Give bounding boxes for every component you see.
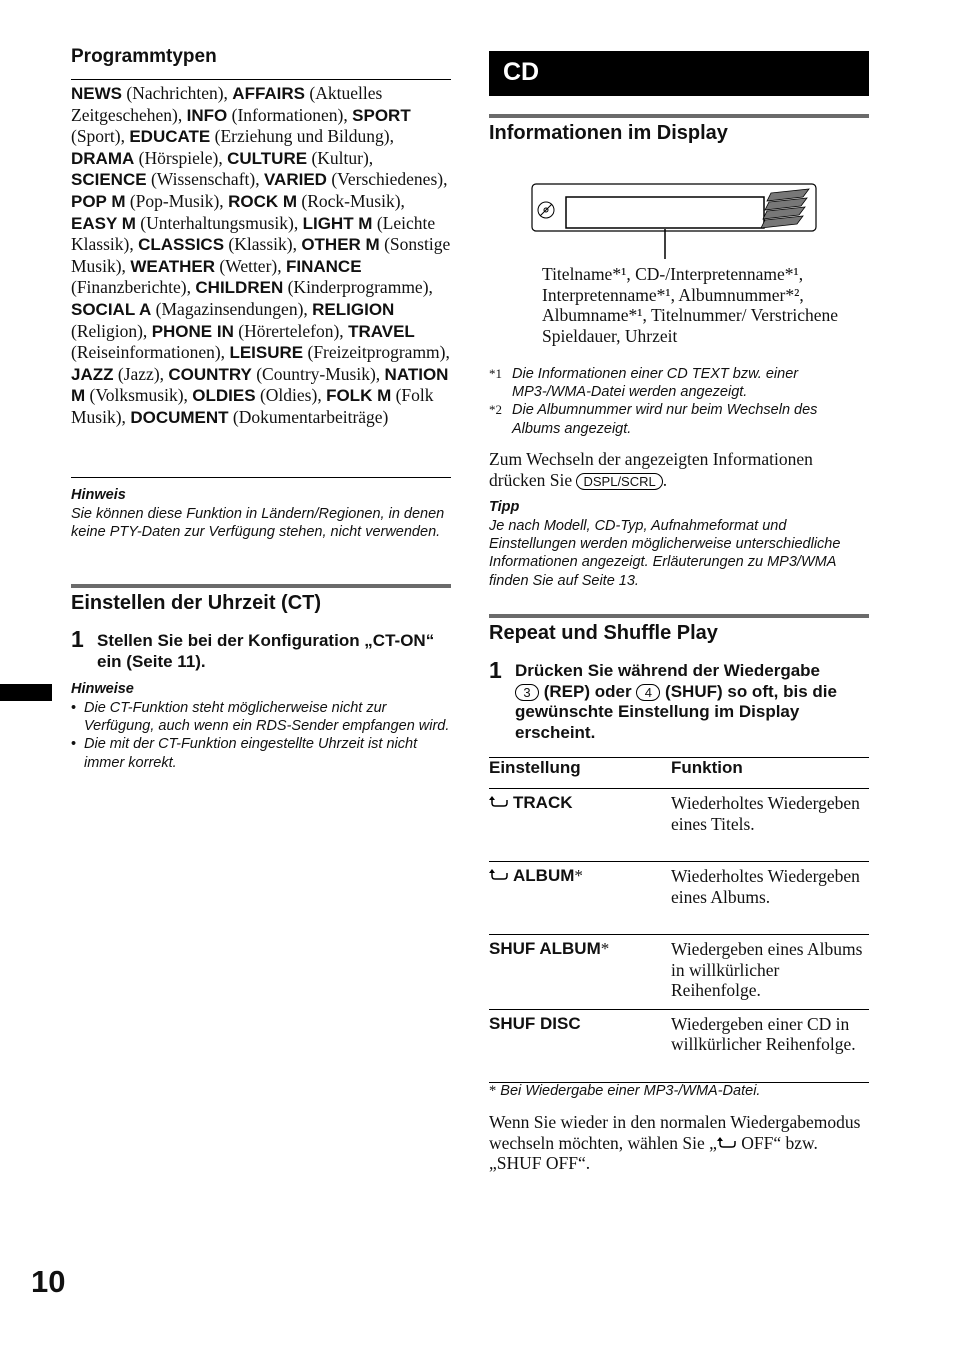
pty-desc: (Finanzberichte), bbox=[71, 277, 192, 298]
pty-code: PHONE IN bbox=[151, 321, 234, 341]
pty-code: SPORT bbox=[352, 105, 411, 125]
step-text-a: Drücken Sie während der Wiedergabe bbox=[515, 661, 820, 680]
pty-item bbox=[71, 213, 298, 233]
hinweise-list bbox=[71, 699, 451, 772]
function-cell: Wiedergeben eines Albums in willkürlicher Reihenfolge. bbox=[671, 935, 869, 1010]
table-row bbox=[489, 1009, 869, 1082]
header-setting: Einstellung bbox=[489, 758, 671, 789]
pty-code: SOCIAL A bbox=[71, 299, 152, 319]
footnote-text: Die Informationen einer CD TEXT bzw. einer MP3-/WMA-Datei werden angezeigt. bbox=[512, 366, 799, 401]
settings-table bbox=[489, 757, 869, 1083]
pty-item bbox=[71, 83, 228, 103]
pty-code: VARIED bbox=[263, 170, 327, 190]
setting-name: SHUF ALBUM bbox=[489, 939, 601, 958]
pty-code: LEISURE bbox=[229, 343, 304, 363]
pty-code: DOCUMENT bbox=[130, 407, 229, 427]
switch-text-end: . bbox=[662, 469, 668, 490]
hinweis-text: Sie können diese Funktion in Ländern/Regionen, in denen keine PTY-Daten zur Verfügung stehen, nicht verwenden. bbox=[71, 506, 445, 541]
repeat-icon bbox=[489, 868, 509, 882]
setting-cell bbox=[489, 1009, 671, 1082]
pty-code: POP M bbox=[71, 191, 126, 211]
programmtypen-heading: Programmtypen bbox=[71, 46, 217, 67]
pty-desc: (Magazinsendungen), bbox=[155, 298, 308, 319]
hinweise-item-2: Die mit der CT-Funktion eingestellte Uhrzeit ist nicht immer korrekt. bbox=[84, 736, 418, 771]
footnotes bbox=[489, 365, 869, 438]
pty-desc: (Jazz), bbox=[117, 363, 165, 384]
cd-banner bbox=[489, 51, 869, 96]
section-tab-marker bbox=[0, 684, 52, 701]
setting-cell bbox=[489, 935, 671, 1010]
pty-item bbox=[71, 191, 224, 211]
setting-star: * bbox=[600, 939, 610, 958]
pty-desc: (Freizeitprogramm), bbox=[307, 342, 450, 363]
setting-name: SHUF DISC bbox=[489, 1013, 581, 1033]
table-row bbox=[489, 862, 869, 935]
table-header bbox=[489, 758, 869, 789]
pty-desc: (Wetter), bbox=[219, 255, 282, 276]
footnote-text: Bei Wiedergabe einer MP3-/WMA-Datei. bbox=[500, 1083, 761, 1099]
pty-code: INFO bbox=[186, 105, 228, 125]
pty-desc: (Folk Musik), bbox=[71, 385, 434, 427]
pty-item bbox=[192, 385, 321, 405]
pty-code: CHILDREN bbox=[195, 278, 284, 298]
footnote-mark: * bbox=[489, 1083, 497, 1099]
pty-item bbox=[71, 299, 308, 319]
pty-item bbox=[71, 364, 164, 384]
header-function: Funktion bbox=[671, 758, 869, 789]
pty-code: EDUCATE bbox=[129, 127, 211, 147]
pty-code: OLDIES bbox=[192, 386, 256, 406]
setting-name: ALBUM bbox=[513, 866, 575, 885]
pty-code: FOLK M bbox=[326, 386, 392, 406]
pty-desc: (Verschiedenes), bbox=[331, 169, 448, 190]
table-row bbox=[489, 935, 869, 1010]
pty-desc: (Hörertelefon), bbox=[238, 320, 344, 341]
list-item: • Die CT-Funktion steht möglicherweise nicht zur Verfügung, auch wenn ein RDS-Sender empfangen wird. bbox=[71, 700, 450, 735]
setting-star: * bbox=[574, 866, 583, 885]
section-rule bbox=[489, 614, 869, 618]
pty-desc: (Kultur), bbox=[311, 147, 374, 168]
info-heading: Informationen im Display bbox=[489, 122, 728, 144]
pty-code: RELIGION bbox=[312, 299, 395, 319]
pty-desc: (Rock-Musik), bbox=[301, 190, 405, 211]
hinweise-heading: Hinweise bbox=[71, 681, 134, 697]
cd-banner-title: CD bbox=[503, 58, 540, 86]
pty-desc: (Kinderprogramme), bbox=[287, 277, 433, 298]
pty-code: NATION M bbox=[71, 364, 449, 406]
step-number: 1 bbox=[71, 626, 84, 652]
pty-code: TRAVEL bbox=[348, 321, 415, 341]
footnote-mark: *2 bbox=[489, 402, 502, 418]
setting-cell bbox=[489, 789, 671, 862]
list-item: • Die mit der CT-Funktion eingestellte Uhrzeit ist nicht immer korrekt. bbox=[71, 736, 418, 771]
dspl-scrl-key: DSPL/SCRL bbox=[576, 473, 662, 490]
pty-item bbox=[168, 364, 380, 384]
footnote-2 bbox=[489, 401, 869, 437]
section-rule bbox=[71, 584, 451, 588]
footnote-1 bbox=[489, 365, 869, 401]
tipp-text: Je nach Modell, CD-Typ, Aufnahmeformat und Einstellungen werden möglicherweise unterschiedliche Informationen angezeigt. Erläuterungen zu MP3/WMA finden Sie auf Seite 13. bbox=[489, 518, 841, 589]
step-number: 1 bbox=[489, 657, 502, 683]
pty-desc: (Unterhaltungsmusik), bbox=[140, 212, 299, 233]
step-text-c: (SHUF) so oft, bis die gewünschte Einstellung im Display erscheint. bbox=[515, 681, 837, 742]
pty-desc: (Nachrichten), bbox=[126, 83, 228, 103]
pty-code: ROCK M bbox=[228, 191, 298, 211]
repeat-step-text bbox=[515, 661, 869, 743]
pty-item bbox=[71, 169, 260, 189]
tipp-heading: Tipp bbox=[489, 499, 520, 515]
pty-desc: (Wissenschaft), bbox=[150, 169, 260, 190]
repeat-icon bbox=[717, 1136, 737, 1150]
pty-desc: (Pop-Musik), bbox=[129, 190, 224, 211]
repeat-heading: Repeat und Shuffle Play bbox=[489, 622, 718, 644]
table-row bbox=[489, 789, 869, 862]
hinweis-heading: Hinweis bbox=[71, 487, 126, 503]
switch-info-text bbox=[489, 449, 869, 490]
function-cell: Wiederholtes Wiedergeben eines Albums. bbox=[671, 862, 869, 935]
pty-code: CULTURE bbox=[227, 148, 308, 168]
section-rule bbox=[489, 114, 869, 118]
function-cell: Wiederholtes Wiedergeben eines Titels. bbox=[671, 789, 869, 862]
pty-desc: (Volksmusik), bbox=[89, 385, 188, 406]
pty-code: WEATHER bbox=[130, 256, 215, 276]
final-text-a: Wenn Sie wieder in den normalen Wiedergabemodus wechseln möchten, wählen Sie „ bbox=[489, 1112, 861, 1153]
pty-desc: (Leichte Klassik), bbox=[71, 212, 436, 255]
function-cell: Wiedergeben einer CD in willkürlicher Reihenfolge. bbox=[671, 1009, 869, 1082]
pty-code: AFFAIRS bbox=[232, 84, 306, 103]
pty-desc: (Sonstige Musik), bbox=[71, 234, 451, 276]
pty-desc: (Aktuelles Zeitgeschehen), bbox=[71, 83, 383, 125]
ct-step-text: Stellen Sie bei der Konfiguration „CT-ON“ ein (Seite 11). bbox=[97, 631, 435, 671]
pty-item bbox=[195, 277, 433, 297]
display-illustration bbox=[531, 183, 819, 261]
pty-item bbox=[152, 321, 344, 341]
pty-desc: (Reiseinformationen), bbox=[71, 342, 226, 363]
pty-code: LIGHT M bbox=[302, 213, 373, 233]
pty-item bbox=[138, 234, 297, 254]
pty-desc: (Informationen), bbox=[231, 104, 348, 125]
pty-item bbox=[71, 148, 223, 168]
pty-item bbox=[228, 191, 405, 211]
pty-code: SCIENCE bbox=[71, 170, 147, 190]
pty-desc: (Oldies), bbox=[259, 385, 322, 406]
divider bbox=[71, 79, 451, 80]
setting-cell bbox=[489, 862, 671, 935]
repeat-icon bbox=[489, 795, 509, 809]
display-caption: Titelname*¹, CD-/Interpretenname*¹, Interpretenname*¹, Albumnummer*², Albumname*¹, Titelnummer/ Verstrichene Spieldauer, Uhrzeit bbox=[542, 264, 839, 346]
pty-item bbox=[264, 169, 448, 189]
pty-desc: (Klassik), bbox=[228, 234, 297, 255]
divider bbox=[71, 477, 451, 478]
pty-item bbox=[227, 148, 373, 168]
pty-code: DRAMA bbox=[71, 148, 135, 168]
switch-text: Zum Wechseln der angezeigten Informationen drücken Sie bbox=[489, 449, 813, 490]
table-footnote bbox=[489, 1082, 869, 1100]
pty-item bbox=[229, 342, 449, 362]
pty-code: CLASSICS bbox=[138, 235, 225, 255]
key-4: 4 bbox=[636, 684, 660, 701]
pty-desc: (Hörspiele), bbox=[138, 147, 223, 168]
pty-code: FINANCE bbox=[285, 256, 362, 276]
hinweise-item-1: Die CT-Funktion steht möglicherweise nicht zur Verfügung, auch wenn ein RDS-Sender empfangen wird. bbox=[84, 700, 450, 735]
pty-desc: (Sport), bbox=[71, 126, 125, 147]
step-text-b: (REP) oder bbox=[543, 681, 632, 701]
pty-code: COUNTRY bbox=[168, 364, 252, 384]
footnote-text: Die Albumnummer wird nur beim Wechseln des Albums angezeigt. bbox=[512, 402, 818, 437]
pty-desc: (Religion), bbox=[71, 320, 148, 341]
footnote-mark: *1 bbox=[489, 366, 502, 381]
ct-heading: Einstellen der Uhrzeit (CT) bbox=[71, 592, 322, 614]
pty-item bbox=[187, 105, 348, 125]
key-3: 3 bbox=[515, 684, 539, 701]
pty-code: OTHER M bbox=[301, 235, 380, 255]
final-text bbox=[489, 1112, 869, 1174]
setting-name: TRACK bbox=[513, 793, 573, 812]
pty-item bbox=[130, 407, 388, 427]
pty-desc: (Erziehung und Bildung), bbox=[214, 126, 394, 147]
pty-desc: (Country-Musik), bbox=[256, 363, 381, 384]
page-number: 10 bbox=[31, 1264, 66, 1299]
pty-code: NEWS bbox=[71, 84, 122, 103]
pty-list bbox=[71, 83, 451, 429]
pty-code: JAZZ bbox=[71, 364, 114, 384]
pty-code: EASY M bbox=[71, 213, 136, 233]
final-text-b: OFF“ bzw. „SHUF OFF“. bbox=[489, 1132, 818, 1173]
pty-desc: (Dokumentarbeiträge) bbox=[232, 406, 389, 427]
pty-item bbox=[129, 126, 394, 146]
pty-item bbox=[130, 256, 281, 276]
